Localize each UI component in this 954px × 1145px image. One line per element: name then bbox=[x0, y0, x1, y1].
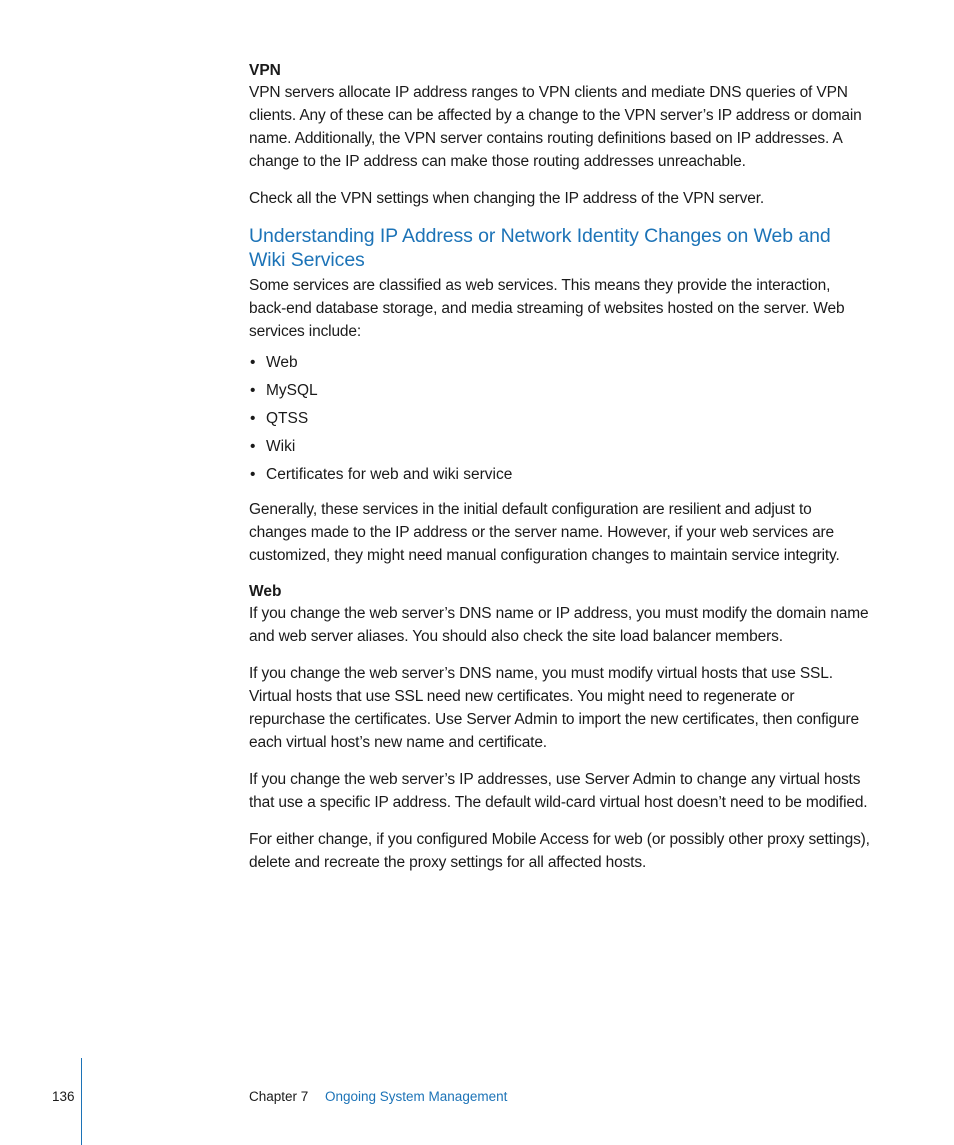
vpn-paragraph: VPN servers allocate IP address ranges to VPN clients and mediate DNS queries of VPN clients. Any of these can be affected by a change to the VPN server’s IP address or domain name. Additionally, the VPN server contains routing definitions based on IP addresses. A change to the IP address can make those routing addresses unreachable. bbox=[249, 84, 862, 170]
page-number: 136 bbox=[52, 1089, 75, 1104]
web-paragraph: If you change the web server’s DNS name or IP address, you must modify the domain name and web server aliases. You should also check the site load balancer members. bbox=[249, 605, 869, 645]
list-item bbox=[249, 407, 871, 430]
bullet: • bbox=[250, 410, 256, 427]
list-item-text: MySQL bbox=[266, 382, 318, 399]
list-item-text: QTSS bbox=[266, 410, 309, 427]
footer-divider bbox=[81, 1058, 82, 1145]
chapter-title: Ongoing System Management bbox=[325, 1089, 508, 1104]
web-paragraph: For either change, if you configured Mobile Access for web (or possibly other proxy settings), delete and recreate the proxy settings for all affected hosts. bbox=[249, 831, 870, 871]
list-item bbox=[249, 463, 871, 486]
web-heading: Web bbox=[249, 583, 282, 600]
chapter-label: Chapter 7 bbox=[249, 1089, 309, 1104]
web-services-list bbox=[249, 351, 871, 486]
page-footer bbox=[0, 1088, 954, 1145]
bullet: • bbox=[250, 466, 256, 483]
web-paragraph: If you change the web server’s DNS name, you must modify virtual hosts that use SSL. Virtual hosts that use SSL need new certificates. You might need to regenerate or repurchase the certificates. Use Server Admin to import the new certificates, then configure each virtual host’s new name and certificate. bbox=[249, 665, 859, 751]
vpn-paragraph: Check all the VPN settings when changing the IP address of the VPN server. bbox=[249, 190, 765, 207]
list-item-text: Wiki bbox=[266, 438, 296, 455]
list-item bbox=[249, 379, 871, 402]
web-services-outro: Generally, these services in the initial default configuration are resilient and adjust to changes made to the IP address or the server name. However, if your web services are customized, they might need manual configuration changes to maintain service integrity. bbox=[249, 501, 840, 564]
bullet: • bbox=[250, 438, 256, 455]
vpn-heading: VPN bbox=[249, 62, 281, 79]
list-item-text: Certificates for web and wiki service bbox=[266, 466, 513, 483]
list-item bbox=[249, 351, 871, 374]
list-item-text: Web bbox=[266, 354, 298, 371]
bullet: • bbox=[250, 354, 256, 371]
section-title: Understanding IP Address or Network Identity Changes on Web and Wiki Services bbox=[249, 225, 831, 271]
web-paragraph: If you change the web server’s IP addresses, use Server Admin to change any virtual hosts that use a specific IP address. The default wild-card virtual host doesn’t need to be modified. bbox=[249, 771, 868, 811]
list-item bbox=[249, 435, 871, 458]
bullet: • bbox=[250, 382, 256, 399]
page-content bbox=[249, 60, 871, 888]
web-services-intro: Some services are classified as web services. This means they provide the interaction, back-end database storage, and media streaming of websites hosted on the server. Web services include: bbox=[249, 277, 845, 340]
